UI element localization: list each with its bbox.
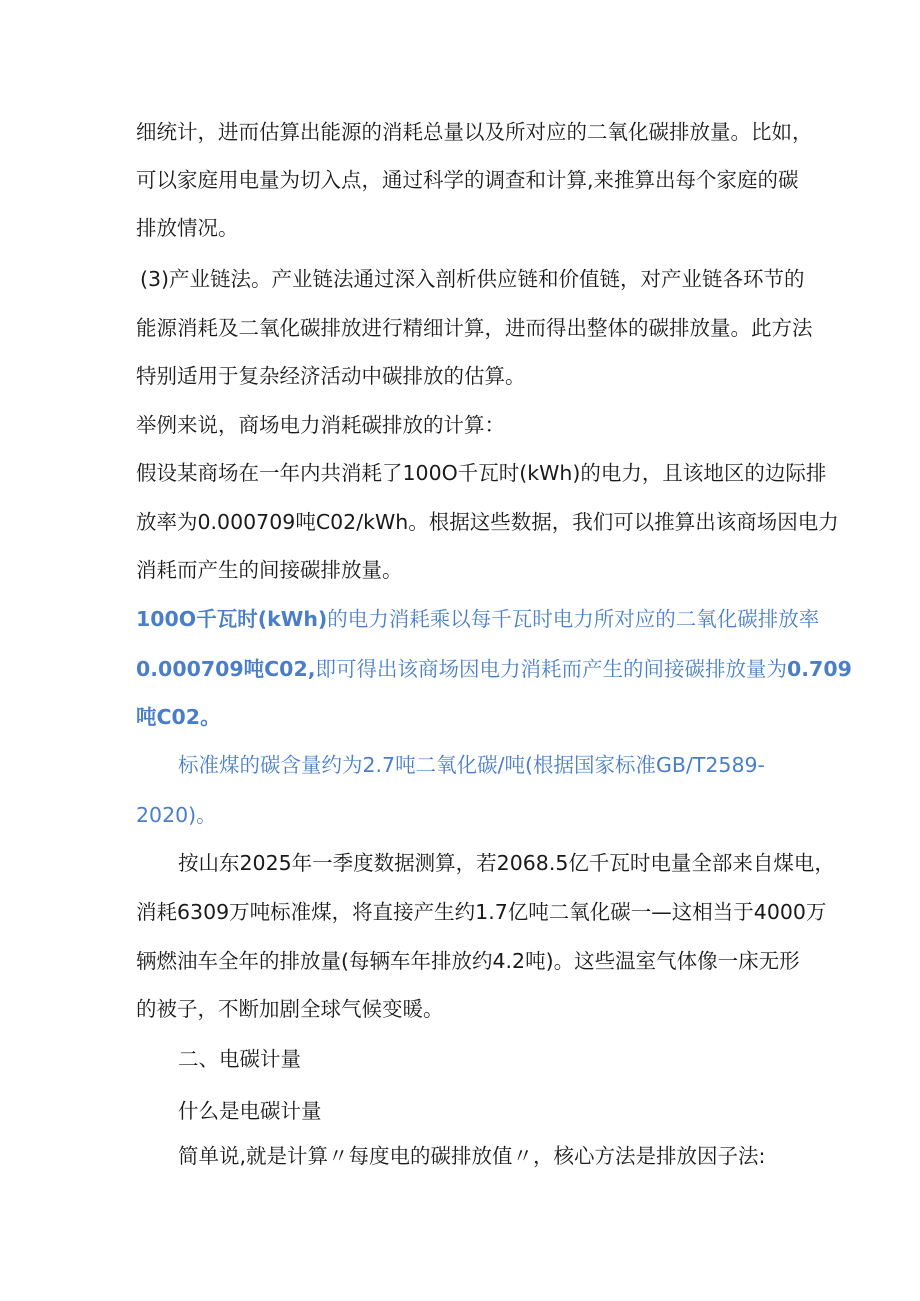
paragraph-line: 举例来说，商场电力消耗碳排放的计算： — [136, 413, 505, 437]
paragraph-line: 细统计，进而估算出能源的消耗总量以及所对应的二氧化碳排放量。比如， — [136, 120, 813, 144]
paragraph-line: 可以家庭用电量为切入点，通过科学的调查和计算,来推算出每个家庭的碳 — [136, 168, 799, 192]
paragraph-line: 假设某商场在一年内共消耗了100O千瓦时(kWh)的电力，且该地区的边际排 — [136, 461, 827, 485]
highlight-text: 即可得出该商场因电力消耗而产生的间接碳排放量为 — [315, 657, 787, 681]
highlight-bold-text: 100O千瓦时(kWh) — [136, 607, 328, 631]
highlight-line: 标准煤的碳含量约为2.7吨二氧化碳/吨(根据国家标准GB/T2589- — [178, 753, 765, 777]
highlight-bold-text: 吨C02。 — [136, 705, 221, 729]
highlight-bold-text: 0.709 — [787, 657, 852, 681]
highlight-text: 的电力消耗乘以每千瓦时电力所对应的二氧化碳排放率 — [327, 607, 820, 631]
paragraph-line: (3)产业链法。产业链法通过深入剖析供应链和价值链，对产业链各环节的 — [140, 267, 805, 291]
paragraph-line: 放率为0.000709吨C02∕kWh。根据这些数据，我们可以推算出该商场因电力 — [136, 510, 839, 534]
paragraph-line: 的被子，不断加剧全球气候变暖。 — [136, 997, 444, 1021]
paragraph-line: 能源消耗及二氧化碳排放进行精细计算，进而得出整体的碳排放量。此方法 — [136, 316, 813, 340]
paragraph-line: 排放情况。 — [136, 216, 239, 240]
paragraph-line: 特别适用于复杂经济活动中碳排放的估算。 — [136, 364, 526, 388]
highlight-bold-text: 0.000709吨C02, — [136, 657, 316, 681]
highlight-line — [136, 702, 221, 732]
highlight-line — [136, 654, 852, 684]
paragraph-line: 消耗而产生的间接碳排放量。 — [136, 558, 403, 582]
paragraph-line: 消耗6309万吨标准煤，将直接产生约1.7亿吨二氧化碳一—这相当于4000万 — [136, 900, 827, 924]
highlight-line: 2020)。 — [136, 803, 217, 827]
section-heading: 二、电碳计量 — [178, 1047, 301, 1071]
paragraph-line: 辆燃油车全年的排放量(每辆车年排放约4.2吨)。这些温室气体像一床无形 — [136, 949, 800, 973]
highlight-line — [136, 604, 819, 634]
paragraph-line: 简单说,就是计算〃每度电的碳排放值〃，核心方法是排放因子法: — [178, 1144, 766, 1168]
paragraph-line: 按山东2025年一季度数据测算，若2068.5亿千瓦时电量全部来自煤电， — [178, 851, 835, 875]
subsection-heading: 什么是电碳计量 — [178, 1099, 322, 1123]
